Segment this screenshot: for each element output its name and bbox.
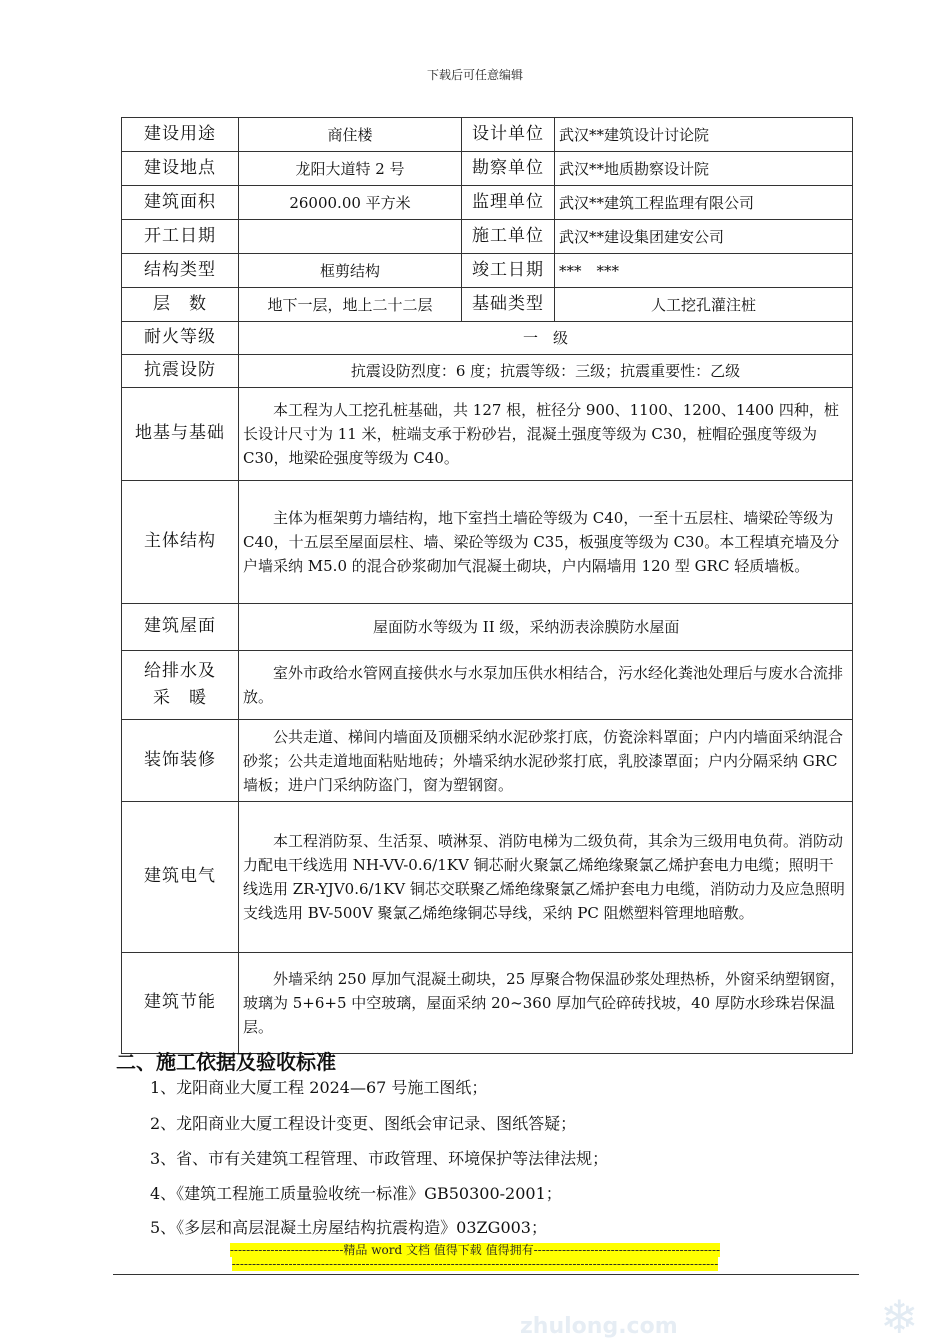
survey-unit-value: 武汉**地质勘察设计院 <box>555 152 853 186</box>
location-value: 龙阳大道特 2 号 <box>239 152 462 186</box>
electrical-desc: 本工程消防泵、生活泵、喷淋泵、消防电梯为二级负荷，其余为三级用电负荷。消防动力配电干线选用 NH-VV-0.6/1KV 铜芯耐火聚氯乙烯绝缘聚氯乙烯护套电力电缆；照明干线选用 ZR-YJV0.6/1KV 铜芯交联聚乙烯绝缘聚氯乙烯护套电力电缆，消防动力及应急照明支线选用 BV-500V 聚氯乙烯绝缘铜芯导线，采纳 PC 阻燃塑料管理地暗敷。 <box>239 802 853 953</box>
plumbing-label-line1: 给排水及 <box>144 660 216 681</box>
decoration-label: 装饰装修 <box>122 720 239 802</box>
construction-unit-value: 武汉**建设集团建安公司 <box>555 220 853 254</box>
footer-banner-line2: ------------------------------------------------------------------------------------------------------------------------ <box>231 1257 719 1271</box>
roof-label: 建筑屋面 <box>122 604 239 651</box>
supervision-unit-label: 监理单位 <box>462 186 555 220</box>
usage-value: 商住楼 <box>239 118 462 152</box>
foundation-desc: 本工程为人工挖孔桩基础，共 127 根，桩径分 900、1100、1200、1400 四种，桩长设计尺寸为 11 米，桩端支承于粉砂岩，混凝土强度等级为 C30，桩帽砼强度等级为 C30，地梁砼强度等级为 C40。 <box>239 388 853 481</box>
start-date-label: 开工日期 <box>122 220 239 254</box>
reference-item-4: 4、《建筑工程施工质量验收统一标准》GB50300-2001； <box>150 1184 562 1203</box>
survey-unit-label: 勘察单位 <box>462 152 555 186</box>
snowflake-icon: ❄ <box>880 1290 919 1344</box>
main-structure-desc: 主体为框架剪力墙结构，地下室挡土墙砼等级为 C40，一至十五层柱、墙梁砼等级为 C40，十五层至屋面层柱、墙、梁砼等级为 C35，板强度等级为 C30。本工程填充墙及分户墙采纳 M5.0 的混合砂浆砌加气混凝土砌块，户内隔墙用 120 型 GRC 轻质墙板。 <box>239 481 853 604</box>
reference-item-1: 1、龙阳商业大厦工程 2024—67 号施工图纸； <box>150 1078 488 1097</box>
plumbing-desc: 室外市政给水管网直接供水与水泵加压供水相结合，污水经化粪池处理后与废水合流排放。 <box>239 651 853 720</box>
main-structure-label: 主体结构 <box>122 481 239 604</box>
energy-label: 建筑节能 <box>122 953 239 1054</box>
structure-type-label: 结构类型 <box>122 254 239 288</box>
completion-date-value: *** *** <box>555 254 853 288</box>
foundation-label: 地基与基础 <box>122 388 239 481</box>
foundation-type-value: 人工挖孔灌注桩 <box>555 288 853 322</box>
section-title: 二、施工依据及验收标准 <box>116 1050 336 1074</box>
seismic-label: 抗震设防 <box>122 355 239 388</box>
footer-banner-line1: ----------------------------精品 word 文档 值得下载 值得拥有---------------------------------------------- <box>229 1243 721 1257</box>
energy-desc: 外墙采纳 250 厚加气混凝土砌块，25 厚聚合物保温砂浆处理热桥，外窗采纳塑钢窗，玻璃为 5+6+5 中空玻璃，屋面采纳 20~360 厚加气砼碎砖找坡，40 厚防水珍珠岩保温层。 <box>239 953 853 1054</box>
seismic-value: 抗震设防烈度：6 度；抗震等级：三级；抗震重要性：乙级 <box>239 355 853 388</box>
plumbing-label-line2: 采 暖 <box>153 688 207 708</box>
completion-date-label: 竣工日期 <box>462 254 555 288</box>
decoration-desc: 公共走道、梯间内墙面及顶棚采纳水泥砂浆打底，仿瓷涂料罩面；户内内墙面采纳混合砂浆；公共走道地面粘贴地砖；外墙采纳水泥砂浆打底，乳胶漆罩面；户内分隔采纳 GRC 墙板；进户门采纳防盗门，窗为塑钢窗。 <box>239 720 853 802</box>
fire-rating-label: 耐火等级 <box>122 322 239 355</box>
header-note: 下载后可任意编辑 <box>426 68 523 82</box>
project-info-table <box>121 117 853 1054</box>
reference-item-2: 2、龙阳商业大厦工程设计变更、图纸会审记录、图纸答疑； <box>150 1114 577 1133</box>
watermark-text: zhulong.com <box>520 1314 678 1339</box>
roof-desc: 屋面防水等级为 II 级，采纳沥表涂膜防水屋面 <box>239 604 853 651</box>
foundation-type-label: 基础类型 <box>462 288 555 322</box>
supervision-unit-value: 武汉**建筑工程监理有限公司 <box>555 186 853 220</box>
floors-label: 层 数 <box>122 288 239 322</box>
reference-item-3: 3、省、市有关建筑工程管理、市政管理、环境保护等法律法规； <box>150 1149 609 1168</box>
design-unit-value: 武汉**建筑设计讨论院 <box>555 118 853 152</box>
reference-item-5: 5、《多层和高层混凝土房屋结构抗震构造》03ZG003； <box>150 1218 547 1237</box>
electrical-label: 建筑电气 <box>122 802 239 953</box>
area-value: 26000.00 平方米 <box>239 186 462 220</box>
fire-rating-value: 一 级 <box>239 322 853 355</box>
construction-unit-label: 施工单位 <box>462 220 555 254</box>
start-date-value <box>239 220 462 254</box>
location-label: 建设地点 <box>122 152 239 186</box>
floors-value: 地下一层，地上二十二层 <box>239 288 462 322</box>
plumbing-label <box>122 651 239 720</box>
structure-type-value: 框剪结构 <box>239 254 462 288</box>
design-unit-label: 设计单位 <box>462 118 555 152</box>
footer-divider <box>113 1274 859 1275</box>
area-label: 建筑面积 <box>122 186 239 220</box>
usage-label: 建设用途 <box>122 118 239 152</box>
